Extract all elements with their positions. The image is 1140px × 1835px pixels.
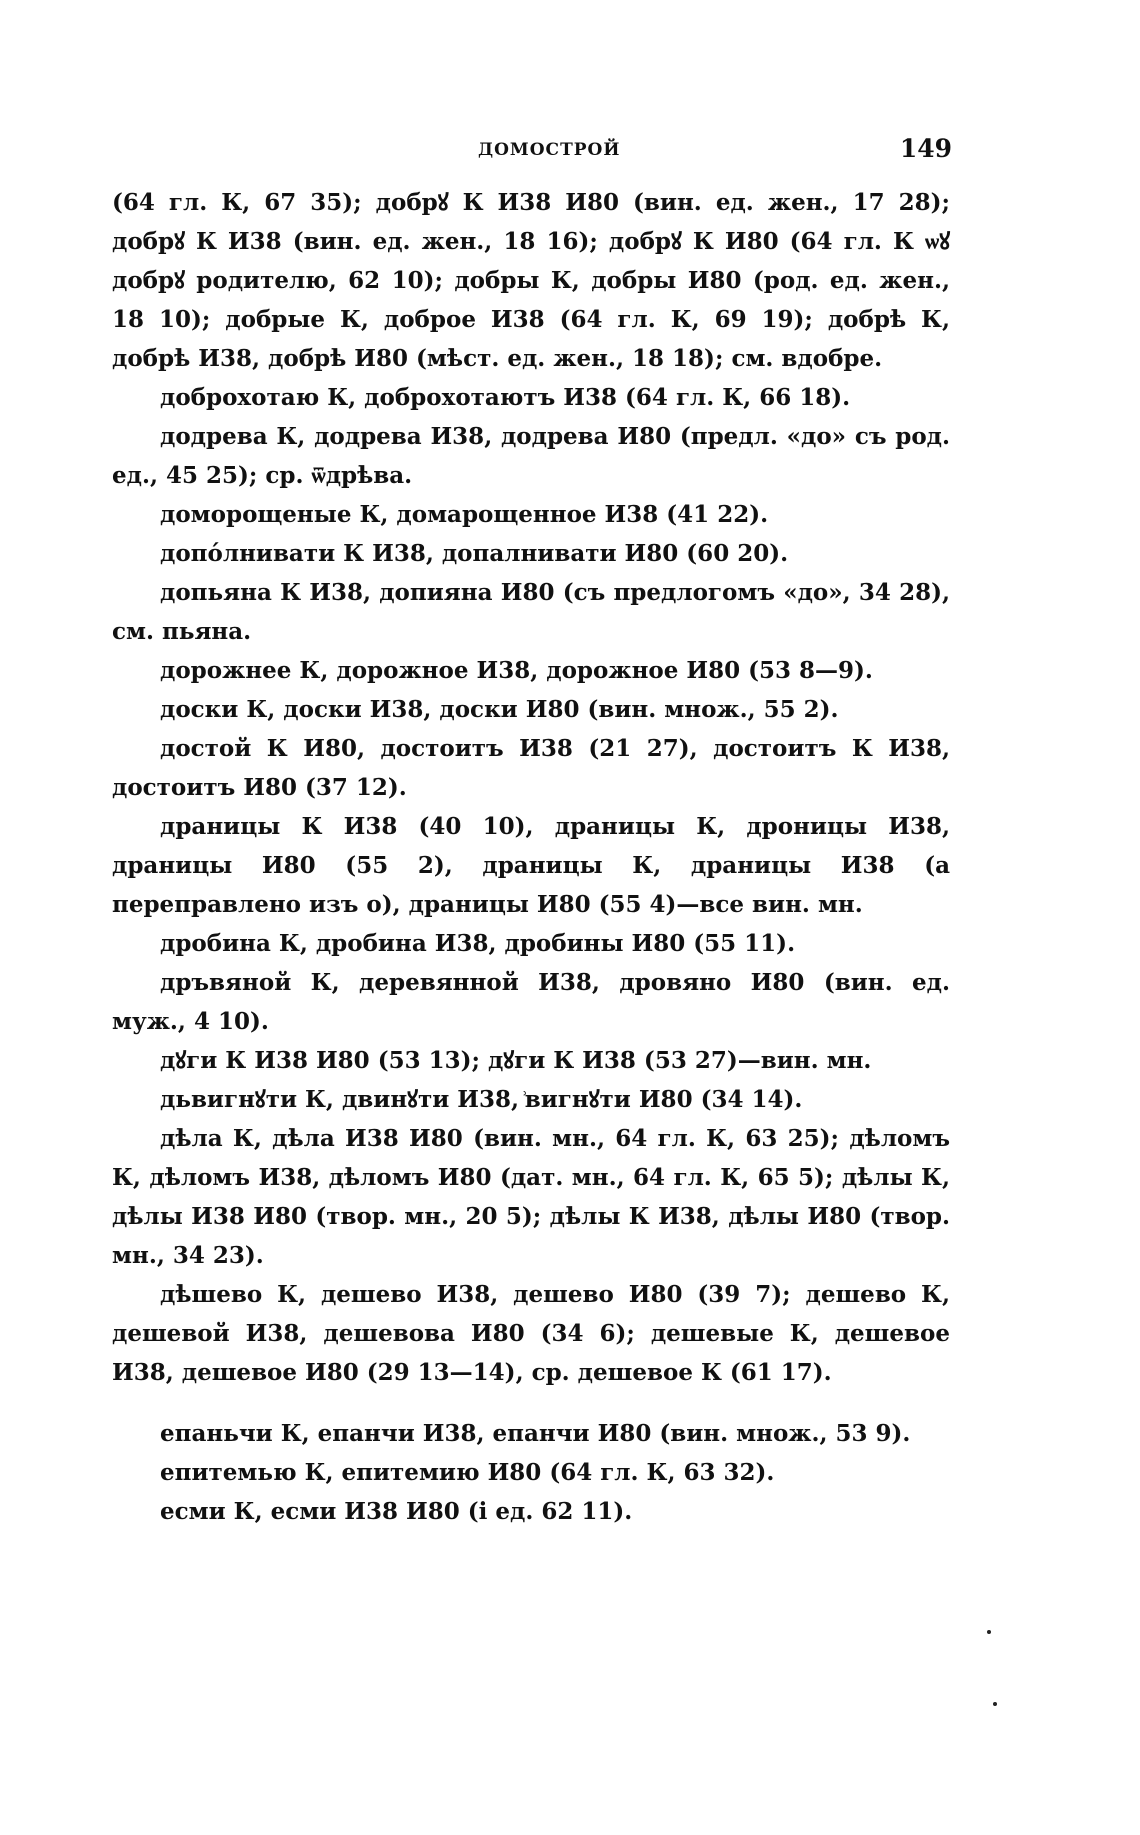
- glossary-entry: доски К, доски И38, доски И80 (вин. множ., 55 2).: [160, 696, 839, 723]
- glossary-entry: дꙋги К И38 И80 (53 13); дꙋги К И38 (53 27)—вин. мн.: [160, 1047, 872, 1074]
- glossary-entry: дѣшево К, дешево И38, дешево И80 (39 7); дешево К, дешевой И38, дешевова И80 (34 6); дешевые К, дешевое И38, дешевое И80 (29 13—14), ср. дешевое К (61 17).: [112, 1281, 950, 1386]
- glossary-entry: доморощеные К, домарощенное И38 (41 22).: [160, 501, 769, 528]
- glossary-entry: дробина К, дробина И38, дробины И80 (55 11).: [160, 930, 796, 957]
- glossary-entry: дръвяной К, деревянной И38, дровяно И80 (вин. ед. муж., 4 10).: [112, 969, 950, 1035]
- page-number: 149: [899, 134, 952, 163]
- glossary-body: [112, 183, 950, 1531]
- print-specks: [985, 1630, 1005, 1710]
- glossary-entry: есми К, есми И38 И80 (і ед. 62 11).: [160, 1498, 633, 1525]
- glossary-entry: додрева К, додрева И38, додрева И80 (предл. «до» съ род. ед., 45 25); ср. ѿдрѣва.: [112, 423, 950, 489]
- speck: [987, 1630, 991, 1634]
- page-header: [0, 132, 1140, 172]
- glossary-entry: драницы К И38 (40 10), драницы К, дроницы И38, драницы И80 (55 2), драницы К, драницы И38 (а переправлено изъ о), драницы И80 (55 4)—все вин. мн.: [112, 813, 950, 918]
- glossary-entry: дьвигнꙋти К, двинꙋти И38, ͗вигнꙋти И80 (34 14).: [160, 1086, 803, 1113]
- glossary-entry: епитемью К, епитемию И80 (64 гл. К, 63 32).: [160, 1459, 775, 1486]
- glossary-entry: доброхотаю К, доброхотаютъ И38 (64 гл. К, 66 18).: [160, 384, 851, 411]
- glossary-entry: дѣла К, дѣла И38 И80 (вин. мн., 64 гл. К, 63 25); дѣломъ К, дѣломъ И38, дѣломъ И80 (дат. мн., 64 гл. К, 65 5); дѣлы К, дѣлы И38 И80 (твор. мн., 20 5); дѣлы К И38, дѣлы И80 (твор. мн., 34 23).: [112, 1125, 950, 1269]
- glossary-entry: допόлнивати К И38, допалнивати И80 (60 20).: [160, 540, 789, 567]
- running-title: ДОМОСТРОЙ: [478, 140, 621, 160]
- glossary-entry: (64 гл. К, 67 35); добрꙋ К И38 И80 (вин. ед. жен., 17 28); добрꙋ К И38 (вин. ед. жен., 18 16); добрꙋ К И80 (64 гл. К ѡꙋ добрꙋ родителю, 62 10); добры К, добры И80 (род. ед. жен., 18 10); добрые К, доброе И38 (64 гл. К, 69 19); добрѣ К, добрѣ И38, добрѣ И80 (мѣст. ед. жен., 18 18); см. вдобре.: [112, 189, 950, 372]
- glossary-entry: достой К И80, достоитъ И38 (21 27), достоитъ К И38, достоитъ И80 (37 12).: [112, 735, 950, 801]
- glossary-entry: допьяна К И38, допияна И80 (съ предлогомъ «до», 34 28), см. пьяна.: [112, 579, 950, 645]
- glossary-entry: епаньчи К, епанчи И38, епанчи И80 (вин. множ., 53 9).: [160, 1420, 911, 1447]
- glossary-entry: дорожнее К, дорожное И38, дорожное И80 (53 8—9).: [160, 657, 873, 684]
- speck: [993, 1702, 997, 1706]
